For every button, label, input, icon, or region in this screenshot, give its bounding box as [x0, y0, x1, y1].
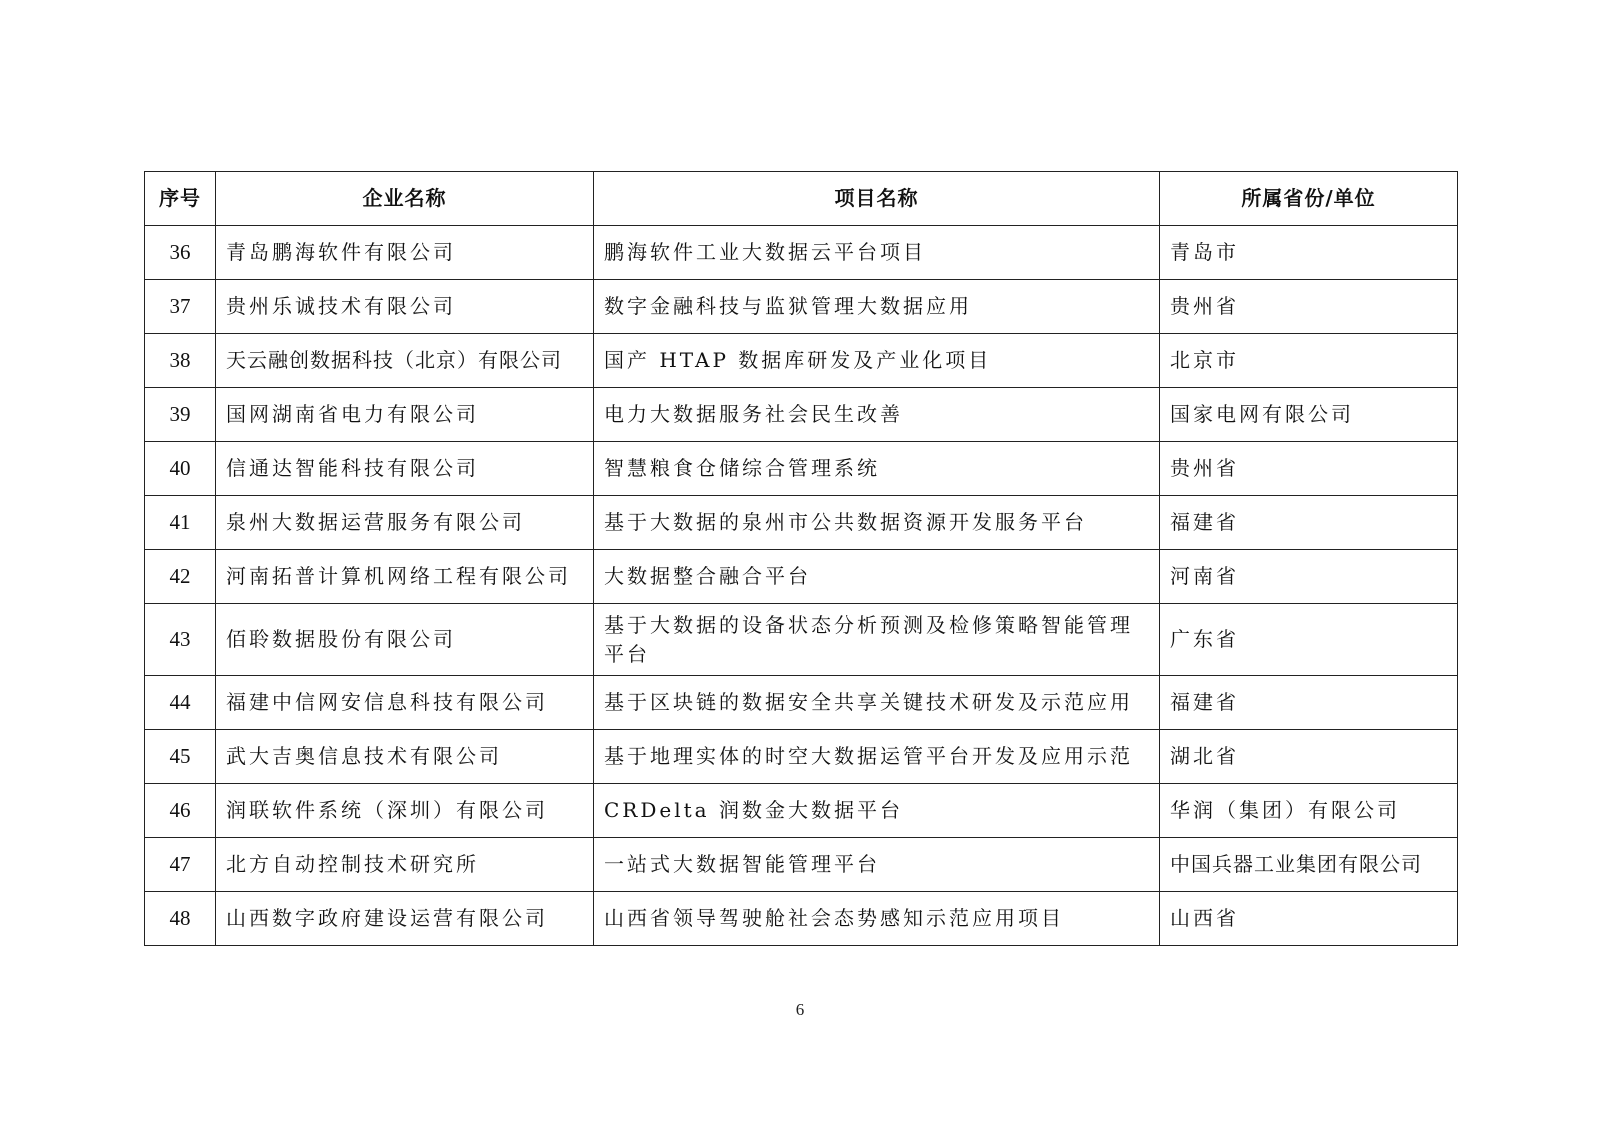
- cell-project-name: 基于大数据的设备状态分析预测及检修策略智能管理平台: [594, 604, 1160, 676]
- cell-province-unit: 山西省: [1160, 892, 1458, 946]
- cell-serial-number: 43: [145, 604, 216, 676]
- cell-project-name: 智慧粮食仓储综合管理系统: [594, 442, 1160, 496]
- cell-province-unit: 中国兵器工业集团有限公司: [1160, 838, 1458, 892]
- table-row: [145, 676, 1458, 730]
- table-row: [145, 838, 1458, 892]
- cell-enterprise-name: 贵州乐诚技术有限公司: [216, 280, 594, 334]
- cell-serial-number: 40: [145, 442, 216, 496]
- table-row: [145, 442, 1458, 496]
- cell-enterprise-name: 福建中信网安信息科技有限公司: [216, 676, 594, 730]
- cell-province-unit: 青岛市: [1160, 226, 1458, 280]
- cell-enterprise-name: 青岛鹏海软件有限公司: [216, 226, 594, 280]
- page-number: 6: [795, 1000, 805, 1019]
- cell-project-name: 山西省领导驾驶舱社会态势感知示范应用项目: [594, 892, 1160, 946]
- table-row: [145, 730, 1458, 784]
- cell-province-unit: 国家电网有限公司: [1160, 388, 1458, 442]
- cell-serial-number: 37: [145, 280, 216, 334]
- cell-project-name: 国产 HTAP 数据库研发及产业化项目: [594, 334, 1160, 388]
- cell-project-name: 大数据整合融合平台: [594, 550, 1160, 604]
- cell-serial-number: 39: [145, 388, 216, 442]
- cell-project-name: 基于区块链的数据安全共享关键技术研发及示范应用: [594, 676, 1160, 730]
- cell-serial-number: 48: [145, 892, 216, 946]
- cell-enterprise-name: 山西数字政府建设运营有限公司: [216, 892, 594, 946]
- header-serial-number: 序号: [145, 172, 216, 226]
- cell-province-unit: 贵州省: [1160, 442, 1458, 496]
- cell-serial-number: 46: [145, 784, 216, 838]
- cell-project-name: 数字金融科技与监狱管理大数据应用: [594, 280, 1160, 334]
- table-row: [145, 604, 1458, 676]
- cell-serial-number: 44: [145, 676, 216, 730]
- cell-enterprise-name: 武大吉奥信息技术有限公司: [216, 730, 594, 784]
- cell-serial-number: 41: [145, 496, 216, 550]
- project-list-table: [144, 171, 1458, 946]
- cell-project-name: 基于大数据的泉州市公共数据资源开发服务平台: [594, 496, 1160, 550]
- cell-enterprise-name: 北方自动控制技术研究所: [216, 838, 594, 892]
- cell-enterprise-name: 润联软件系统（深圳）有限公司: [216, 784, 594, 838]
- table-row: [145, 280, 1458, 334]
- cell-province-unit: 华润（集团）有限公司: [1160, 784, 1458, 838]
- table-row: [145, 892, 1458, 946]
- cell-project-name: CRDelta 润数金大数据平台: [594, 784, 1160, 838]
- cell-enterprise-name: 泉州大数据运营服务有限公司: [216, 496, 594, 550]
- cell-enterprise-name: 国网湖南省电力有限公司: [216, 388, 594, 442]
- cell-enterprise-name: 河南拓普计算机网络工程有限公司: [216, 550, 594, 604]
- header-project-name: 项目名称: [594, 172, 1160, 226]
- cell-enterprise-name: 信通达智能科技有限公司: [216, 442, 594, 496]
- table-row: [145, 226, 1458, 280]
- cell-province-unit: 湖北省: [1160, 730, 1458, 784]
- table-row: [145, 388, 1458, 442]
- cell-project-name: 电力大数据服务社会民生改善: [594, 388, 1160, 442]
- cell-project-name: 一站式大数据智能管理平台: [594, 838, 1160, 892]
- cell-serial-number: 42: [145, 550, 216, 604]
- table-row: [145, 550, 1458, 604]
- cell-enterprise-name: 天云融创数据科技（北京）有限公司: [216, 334, 594, 388]
- cell-province-unit: 贵州省: [1160, 280, 1458, 334]
- table-row: [145, 334, 1458, 388]
- table-row: [145, 496, 1458, 550]
- header-enterprise-name: 企业名称: [216, 172, 594, 226]
- table-row: [145, 784, 1458, 838]
- cell-serial-number: 45: [145, 730, 216, 784]
- cell-province-unit: 广东省: [1160, 604, 1458, 676]
- cell-province-unit: 北京市: [1160, 334, 1458, 388]
- cell-enterprise-name: 佰聆数据股份有限公司: [216, 604, 594, 676]
- cell-project-name: 基于地理实体的时空大数据运管平台开发及应用示范: [594, 730, 1160, 784]
- cell-province-unit: 河南省: [1160, 550, 1458, 604]
- cell-project-name: 鹏海软件工业大数据云平台项目: [594, 226, 1160, 280]
- cell-serial-number: 47: [145, 838, 216, 892]
- cell-serial-number: 38: [145, 334, 216, 388]
- cell-province-unit: 福建省: [1160, 676, 1458, 730]
- cell-serial-number: 36: [145, 226, 216, 280]
- header-province-unit: 所属省份/单位: [1160, 172, 1458, 226]
- cell-province-unit: 福建省: [1160, 496, 1458, 550]
- table-header-row: [145, 172, 1458, 226]
